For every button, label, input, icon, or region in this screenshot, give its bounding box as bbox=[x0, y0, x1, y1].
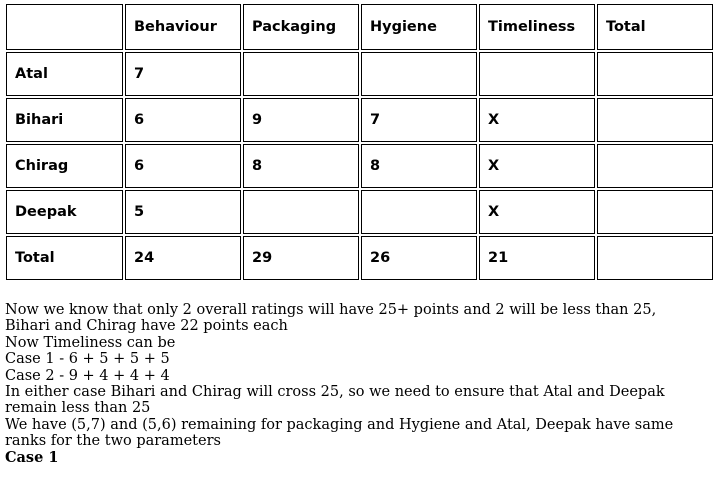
table-row-bihari bbox=[6, 98, 713, 142]
table-cell-behaviour: 7 bbox=[125, 52, 241, 96]
header-cell-hygiene: Hygiene bbox=[361, 4, 477, 50]
table-cell-behaviour: 5 bbox=[125, 190, 241, 234]
header-cell-packaging: Packaging bbox=[243, 4, 359, 50]
table-cell-total bbox=[597, 236, 713, 280]
table-cell-hygiene: 26 bbox=[361, 236, 477, 280]
row-label: Deepak bbox=[6, 190, 123, 234]
table-cell-total bbox=[597, 52, 713, 96]
table-cell-timeliness: 21 bbox=[479, 236, 595, 280]
table-cell-packaging: 9 bbox=[243, 98, 359, 142]
row-label: Bihari bbox=[6, 98, 123, 142]
table-cell-packaging: 8 bbox=[243, 144, 359, 188]
table-cell-timeliness: X bbox=[479, 98, 595, 142]
table-cell-total bbox=[597, 144, 713, 188]
table-cell-packaging bbox=[243, 52, 359, 96]
header-cell-total: Total bbox=[597, 4, 713, 50]
solution-notes bbox=[5, 302, 705, 466]
table-cell-hygiene: 8 bbox=[361, 144, 477, 188]
row-label: Total bbox=[6, 236, 123, 280]
header-cell-behaviour: Behaviour bbox=[125, 4, 241, 50]
table-cell-packaging: 29 bbox=[243, 236, 359, 280]
notes-paragraph-ratings: Now we know that only 2 overall ratings will have 25+ points and 2 will be less than 25, Bihari and Chirag have 22 points each bbox=[5, 302, 657, 335]
table-cell-behaviour: 6 bbox=[125, 144, 241, 188]
header-cell-timeliness: Timeliness bbox=[479, 4, 595, 50]
table-cell-total bbox=[597, 98, 713, 142]
notes-case1-line: Case 1 - 6 + 5 + 5 + 5 bbox=[5, 351, 170, 368]
notes-paragraph-timeliness: Now Timeliness can be bbox=[5, 334, 176, 351]
table-cell-hygiene: 7 bbox=[361, 98, 477, 142]
row-label: Chirag bbox=[6, 144, 123, 188]
table-row-total bbox=[6, 236, 713, 280]
notes-paragraph-remaining: We have (5,7) and (5,6) remaining for packaging and Hygiene and Atal, Deepak have same ranks for the two parameters bbox=[5, 416, 674, 450]
table-cell-hygiene bbox=[361, 190, 477, 234]
score-table bbox=[4, 2, 715, 282]
notes-case1-heading: Case 1 bbox=[5, 448, 59, 466]
notes-case2-line: Case 2 - 9 + 4 + 4 + 4 bbox=[5, 367, 170, 384]
table-cell-packaging bbox=[243, 190, 359, 234]
table-cell-timeliness: X bbox=[479, 144, 595, 188]
row-label: Atal bbox=[6, 52, 123, 96]
table-row-atal bbox=[6, 52, 713, 96]
table-header-row bbox=[6, 4, 713, 50]
header-cell-corner bbox=[6, 4, 123, 50]
table-cell-timeliness bbox=[479, 52, 595, 96]
notes-paragraph-cross: In either case Bihari and Chirag will cross 25, so we need to ensure that Atal and Deepak remain less than 25 bbox=[5, 384, 665, 417]
table-cell-hygiene bbox=[361, 52, 477, 96]
table-cell-total bbox=[597, 190, 713, 234]
table-cell-behaviour: 6 bbox=[125, 98, 241, 142]
table-row-deepak bbox=[6, 190, 713, 234]
table-cell-timeliness: X bbox=[479, 190, 595, 234]
table-row-chirag bbox=[6, 144, 713, 188]
table-cell-behaviour: 24 bbox=[125, 236, 241, 280]
